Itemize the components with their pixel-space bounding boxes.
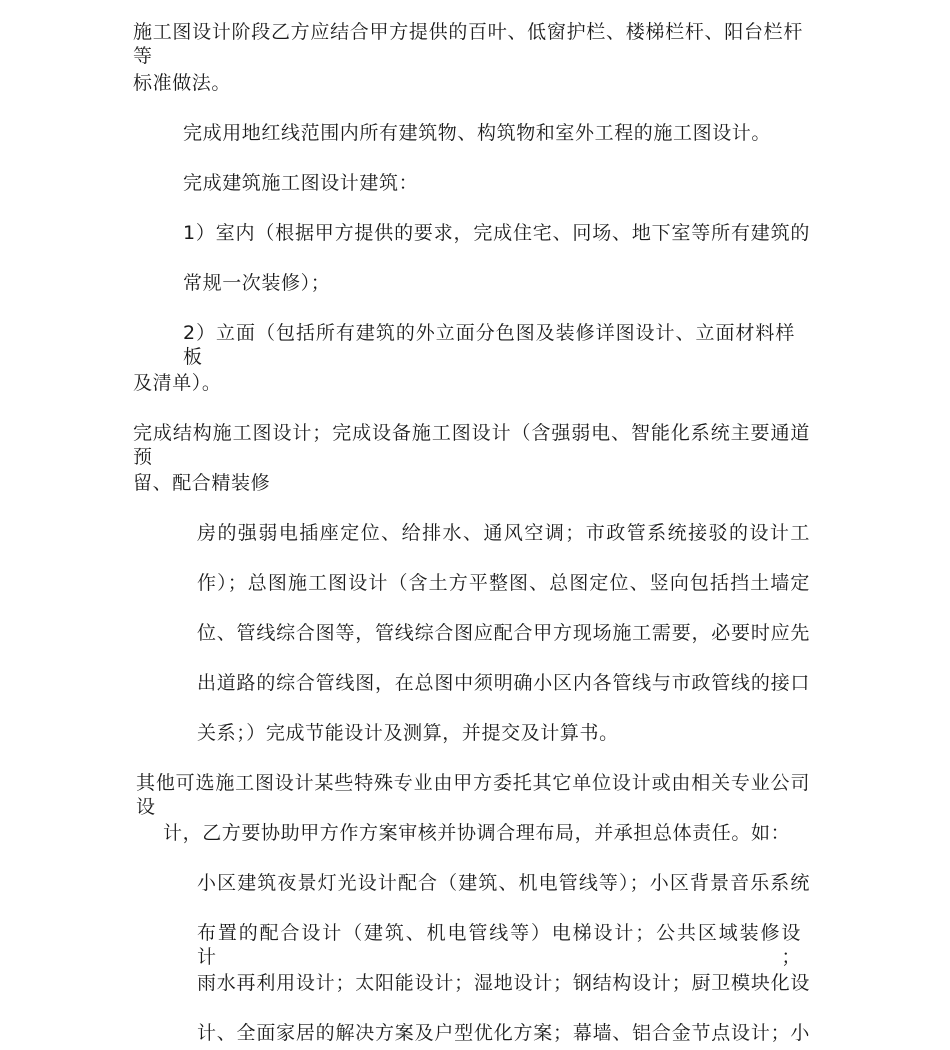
body-text-line: 完成结构施工图设计；完成设备施工图设计（含强弱电、智能化系统主要通道预 — [133, 422, 810, 468]
body-text-line: 计，乙方要协助甲方作方案审核并协调合理布局，并承担总体责任。如： — [163, 822, 791, 844]
indented-text-line: 位、管线综合图等，管线综合图应配合甲方现场施工需要，必要时应先 — [197, 622, 810, 644]
indented-text-line: 雨水再利用设计；太阳能设计；湿地设计；钢结构设计；厨卫模块化设 — [197, 972, 810, 994]
body-text-line: 完成用地红线范围内所有建筑物、构筑物和室外工程的施工图设计。 — [183, 122, 772, 144]
indented-text-line: 关系；）完成节能设计及测算，并提交及计算书。 — [197, 722, 619, 744]
list-item-line: 1）室内（根据甲方提供的要求，完成住宅、冋场、地下室等所有建筑的 — [183, 222, 810, 244]
list-item-line: 常规一次装修）； — [183, 272, 331, 294]
body-text-line: 施工图设计阶段乙方应结合甲方提供的百叶、低窗护栏、楼梯栏杆、阳台栏杆等 — [133, 21, 803, 67]
indented-text-line: 布置的配合设计（建筑、机电管线等）电梯设计；公共区域装修设计； — [197, 922, 801, 968]
indented-text-line: 小区建筑夜景灯光设计配合（建筑、机电管线等）；小区背景音乐系统 — [197, 872, 810, 894]
indented-text-line: 出道路的综合管线图，在总图中须明确小区内各管线与市政管线的接口 — [197, 672, 810, 694]
indented-text-line: 房的强弱电插座定位、给排水、通风空调；市政管系统接驳的设计工 — [197, 522, 810, 544]
body-text-line: 完成建筑施工图设计建筑： — [183, 172, 419, 194]
list-item-line: 及清单）。 — [133, 372, 222, 394]
indented-text-line: 计、全面家居的解决方案及户型优化方案；幕墙、铝合金节点设计；小 — [197, 1022, 810, 1044]
list-item-line: 2）立面（包括所有建筑的外立面分色图及装修详图设计、立面材料样板 — [183, 322, 795, 368]
body-text-line: 标准做法。 — [133, 72, 232, 94]
body-text-line: 留、配合精装修 — [133, 472, 271, 494]
body-text-line: 其他可选施工图设计某些特殊专业由甲方委托其它单位设计或由相关专业公司设 — [136, 772, 810, 818]
indented-text-line: 作）；总图施工图设计（含土方平整图、总图定位、竖向包括挡土墙定 — [197, 572, 810, 594]
